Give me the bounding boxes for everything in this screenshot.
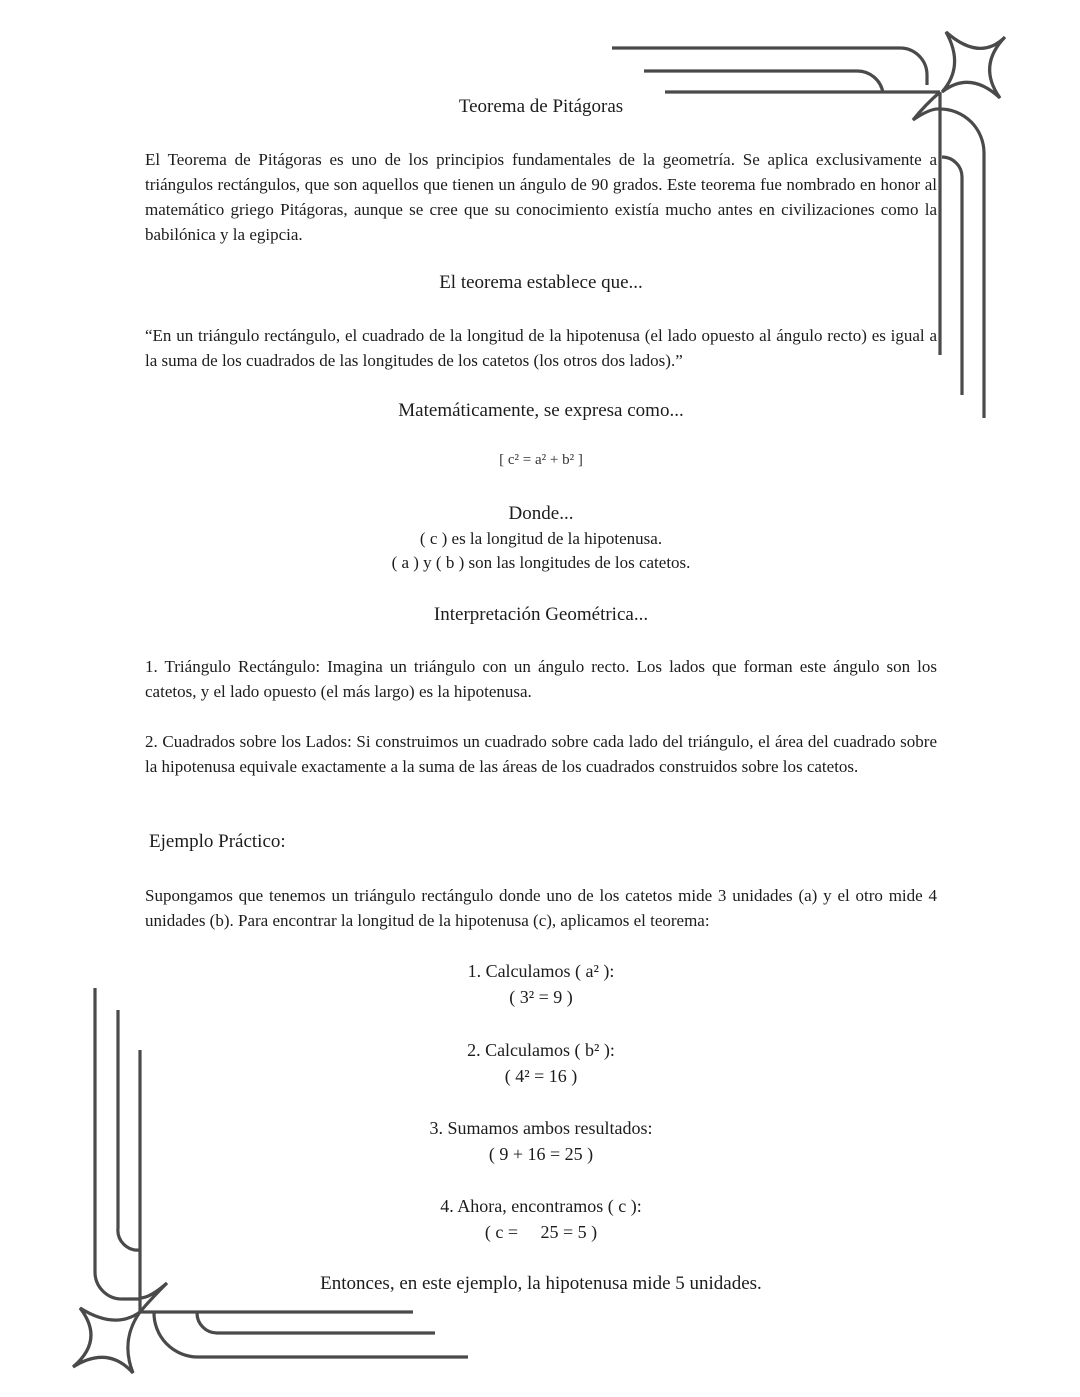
statement-heading: El teorema establece que... — [439, 272, 643, 293]
step-1-label: 1. Calculamos ( a² ): — [467, 961, 615, 981]
geometry-item-1: 1. Triángulo Rectángulo: Imagina un triángulo con un ángulo recto. Los lados que forman este ángulo son los catetos, y el lado opuesto (el más largo) es la hipotenusa. — [145, 657, 937, 701]
geometry-item-2: 2. Cuadrados sobre los Lados: Si construimos un cuadrado sobre cada lado del triángulo, el área del cuadrado sobre la hipotenusa equivale exactamente a la suma de las áreas de los cuadrados construidos sobre los catetos. — [145, 732, 937, 776]
step-4-result: ( c = 25 = 5 ) — [484, 1222, 598, 1242]
where-item-c: ( c ) es la longitud de la hipotenusa. — [419, 529, 663, 548]
where-heading: Donde... — [508, 503, 574, 524]
step-2-label: 2. Calculamos ( b² ): — [467, 1040, 615, 1060]
intro-paragraph: El Teorema de Pitágoras es uno de los principios fundamentales de la geometría. Se aplica exclusivamente a triángulos rectángulos, que son aquellos que tienen un ángulo de 90 grados. Este teorema fue nombrado en honor al matemático griego Pitágoras, aunque se cree que su conocimiento existía mucho antes en civilizaciones como la babilónica y la egipcia. — [145, 150, 937, 244]
document-title: Teorema de Pitágoras — [458, 96, 624, 117]
geometry-heading: Interpretación Geométrica... — [433, 604, 649, 625]
conclusion: Entonces, en este ejemplo, la hipotenusa mide 5 unidades. — [320, 1273, 762, 1294]
star-icon — [942, 32, 1005, 98]
math-heading: Matemáticamente, se expresa como... — [398, 400, 684, 421]
step-3-result: ( 9 + 16 = 25 ) — [488, 1144, 594, 1164]
step-1-result: ( 3² = 9 ) — [509, 987, 573, 1007]
step-2-result: ( 4² = 16 ) — [504, 1066, 578, 1086]
step-4-label: 4. Ahora, encontramos ( c ): — [440, 1196, 642, 1216]
example-intro: Supongamos que tenemos un triángulo rectángulo donde uno de los catetos mide 3 unidades (a) y el otro mide 4 unidades (b). Para encontrar la longitud de la hipotenusa (c), aplicamos el teorema: — [145, 886, 937, 930]
star-icon — [73, 1308, 140, 1373]
example-heading: Ejemplo Práctico: — [149, 831, 286, 852]
where-item-ab: ( a ) y ( b ) son las longitudes de los catetos. — [391, 553, 691, 572]
equation: [ c² = a² + b² ] — [499, 452, 583, 468]
theorem-statement: “En un triángulo rectángulo, el cuadrado de la longitud de la hipotenusa (el lado opuesto al ángulo recto) es igual a la suma de los cuadrados de las longitudes de los catetos (los otros dos lados).” — [145, 326, 937, 370]
step-3-label: 3. Sumamos ambos resultados: — [429, 1118, 653, 1138]
